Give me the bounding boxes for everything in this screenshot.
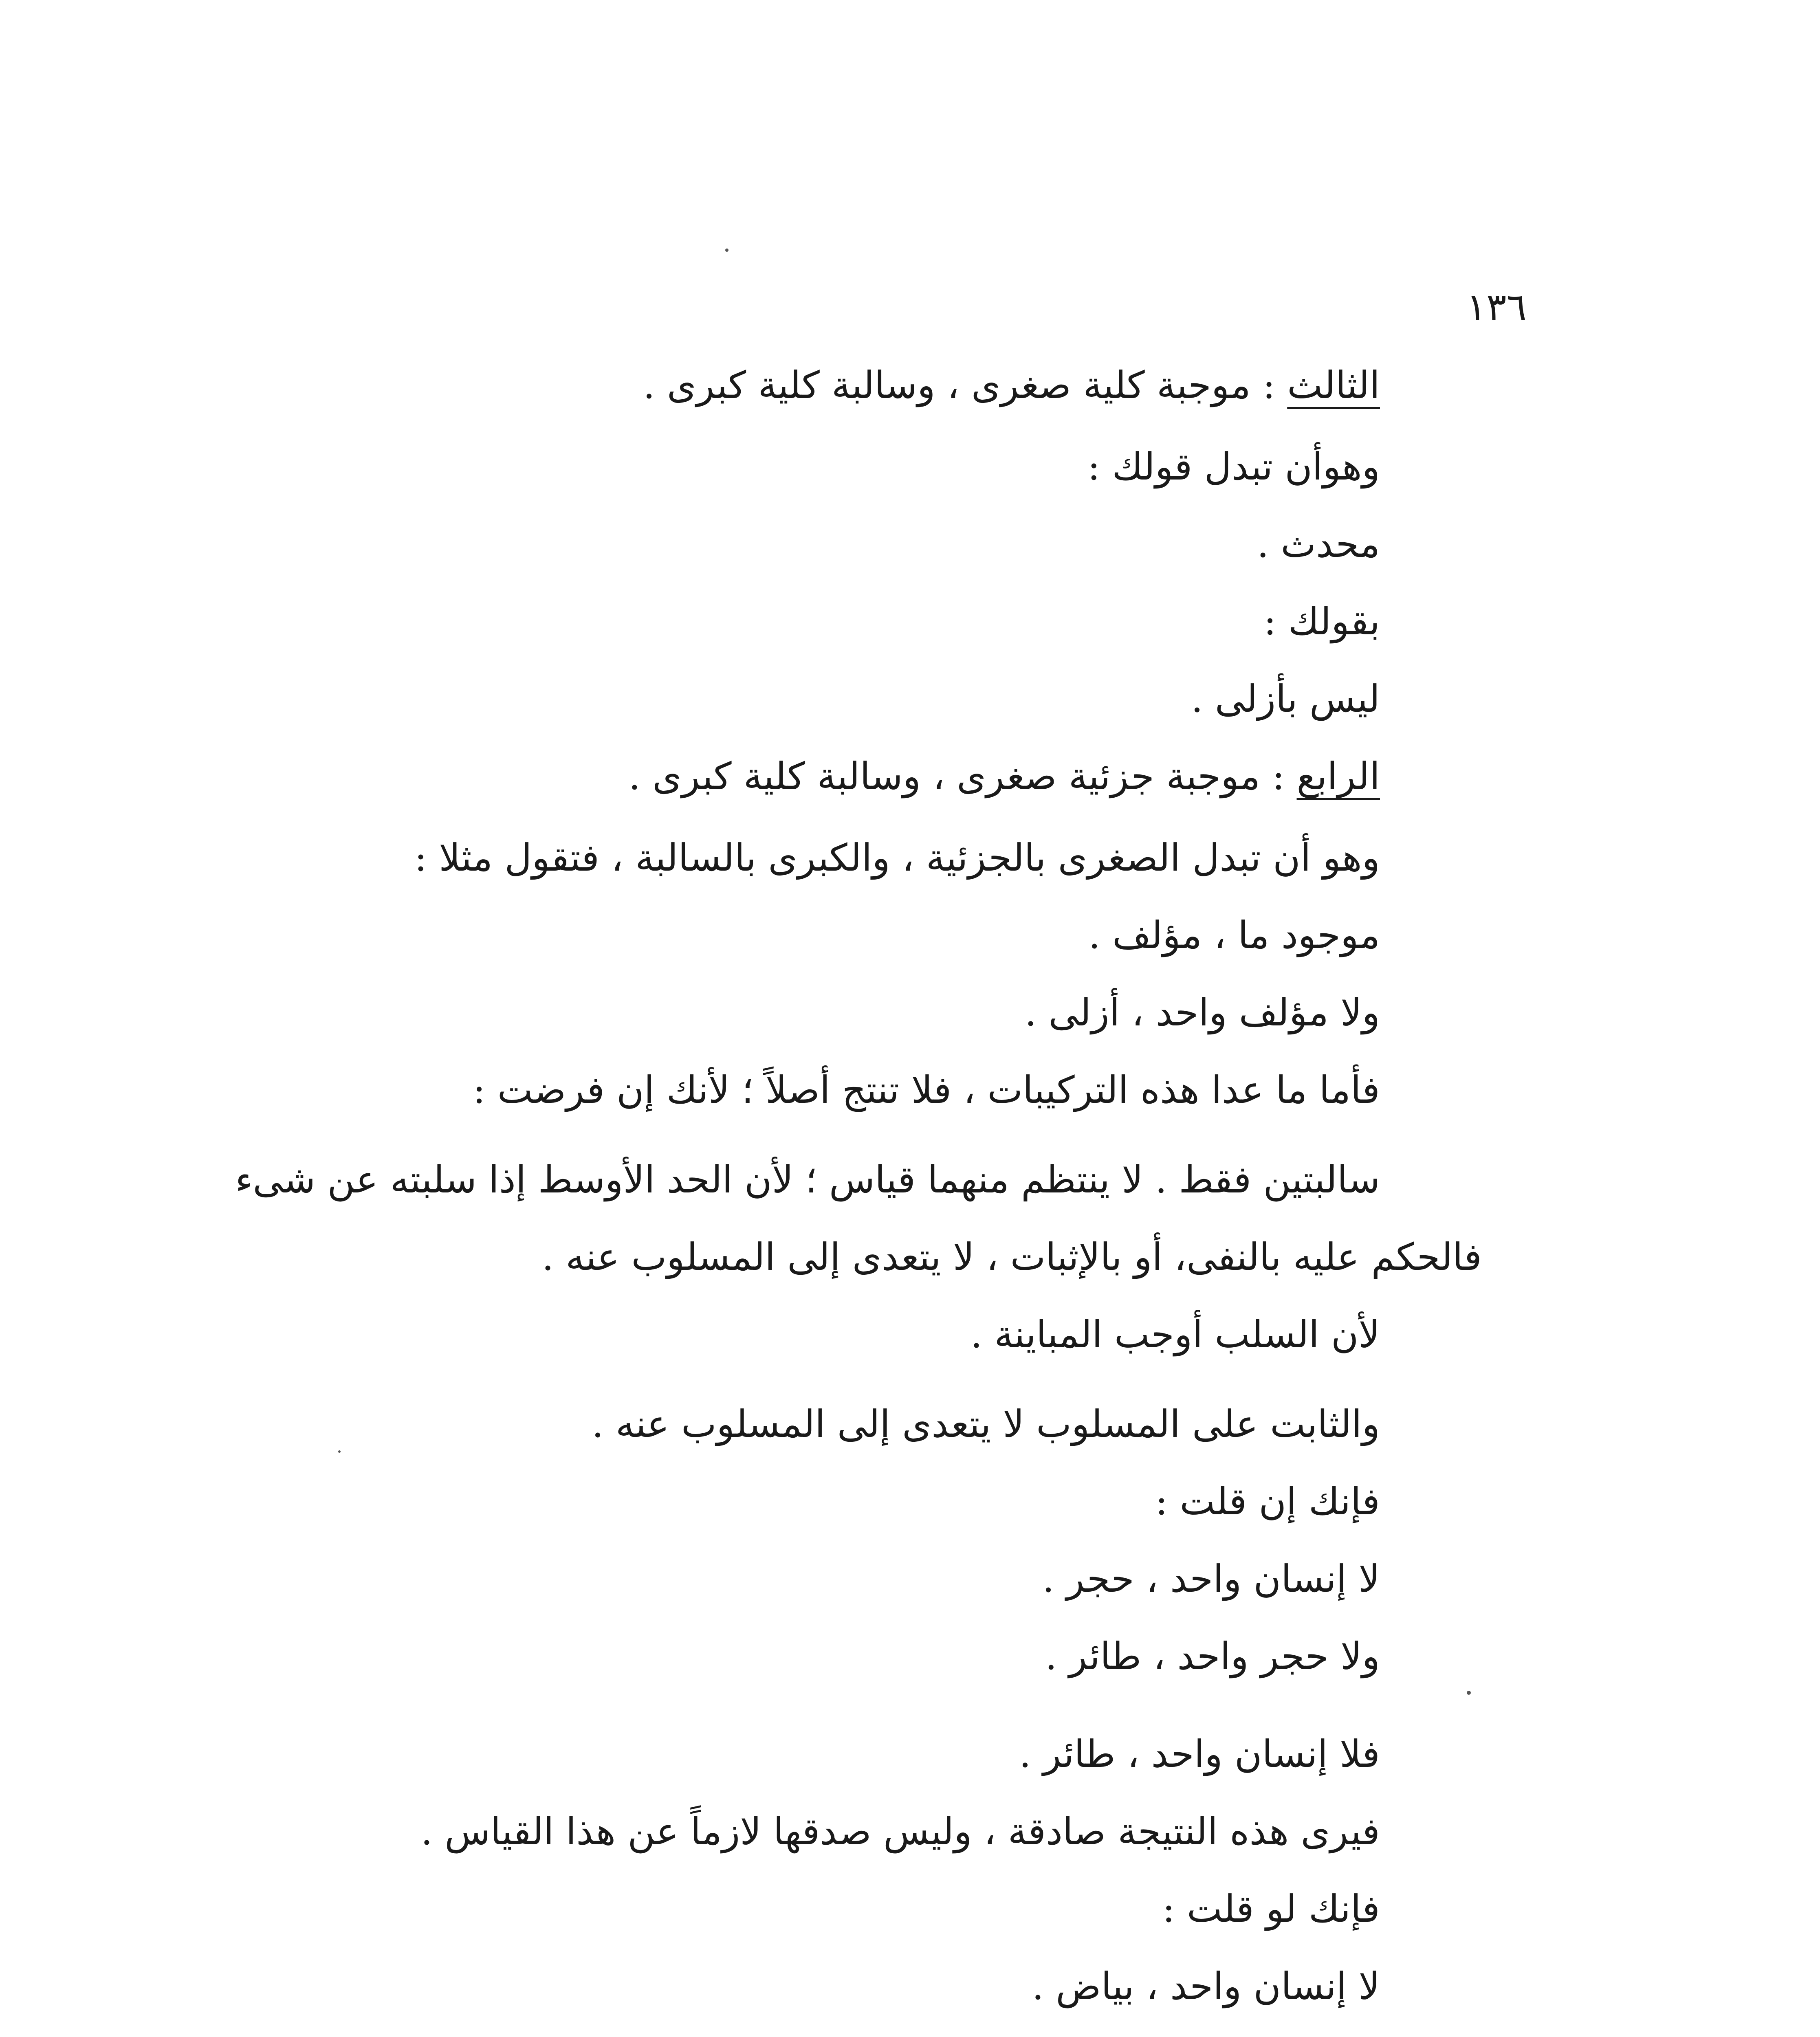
text-line: فلا إنسان واحد ، طائر . xyxy=(1019,1732,1380,1776)
section-heading: الرابع xyxy=(1296,755,1380,798)
text-line: موجود ما ، مؤلف . xyxy=(1088,913,1380,957)
text-line: فإنك لو قلت : xyxy=(1162,1887,1380,1931)
scan-speck xyxy=(1467,1691,1471,1695)
text-line: فإنك إن قلت : xyxy=(1155,1480,1380,1523)
text-line: محدث . xyxy=(1257,522,1380,566)
text-line: بقولك : xyxy=(1263,600,1380,643)
scan-speck xyxy=(338,1450,341,1453)
text-line: فيرى هذه النتيجة صادقة ، وليس صدقها لازماً عن هذا القياس . xyxy=(420,1810,1380,1853)
text-line: الثالث : موجبة كلية صغرى ، وسالبة كلية كبرى . xyxy=(643,363,1380,407)
text-line: ولا مؤلف واحد ، أزلى . xyxy=(1025,991,1380,1034)
text-line: ليس بأزلى . xyxy=(1191,677,1380,721)
text-line: الرابع : موجبة جزئية صغرى ، وسالبة كلية كبرى . xyxy=(628,755,1380,798)
page-number: ١٣٦ xyxy=(1466,285,1527,329)
section-heading: الثالث xyxy=(1287,363,1380,407)
text-line: والثابت على المسلوب لا يتعدى إلى المسلوب عنه . xyxy=(592,1402,1380,1446)
text-line: فأما ما عدا هذه التركيبات ، فلا تنتج أصلاً ؛ لأنك إن فرضت : xyxy=(473,1068,1380,1112)
text-line: لا إنسان واحد ، بياض . xyxy=(1032,1964,1380,2008)
text-line: وهوأن تبدل قولك : xyxy=(1087,445,1380,488)
text-line: ولا حجر واحد ، طائر . xyxy=(1045,1634,1380,1678)
text-line: وهو أن تبدل الصغرى بالجزئية ، والكبرى بالسالبة ، فتقول مثلا : xyxy=(414,836,1380,880)
text-line: فالحكم عليه بالنفى، أو بالإثبات ، لا يتعدى إلى المسلوب عنه . xyxy=(541,1235,1482,1279)
text-line: سالبتين فقط . لا ينتظم منهما قياس ؛ لأن الحد الأوسط إذا سلبته عن شىء xyxy=(235,1158,1380,1201)
text-line: لأن السلب أوجب المباينة . xyxy=(970,1313,1380,1356)
scan-speck xyxy=(725,249,728,252)
text-line: لا إنسان واحد ، حجر . xyxy=(1042,1557,1380,1601)
